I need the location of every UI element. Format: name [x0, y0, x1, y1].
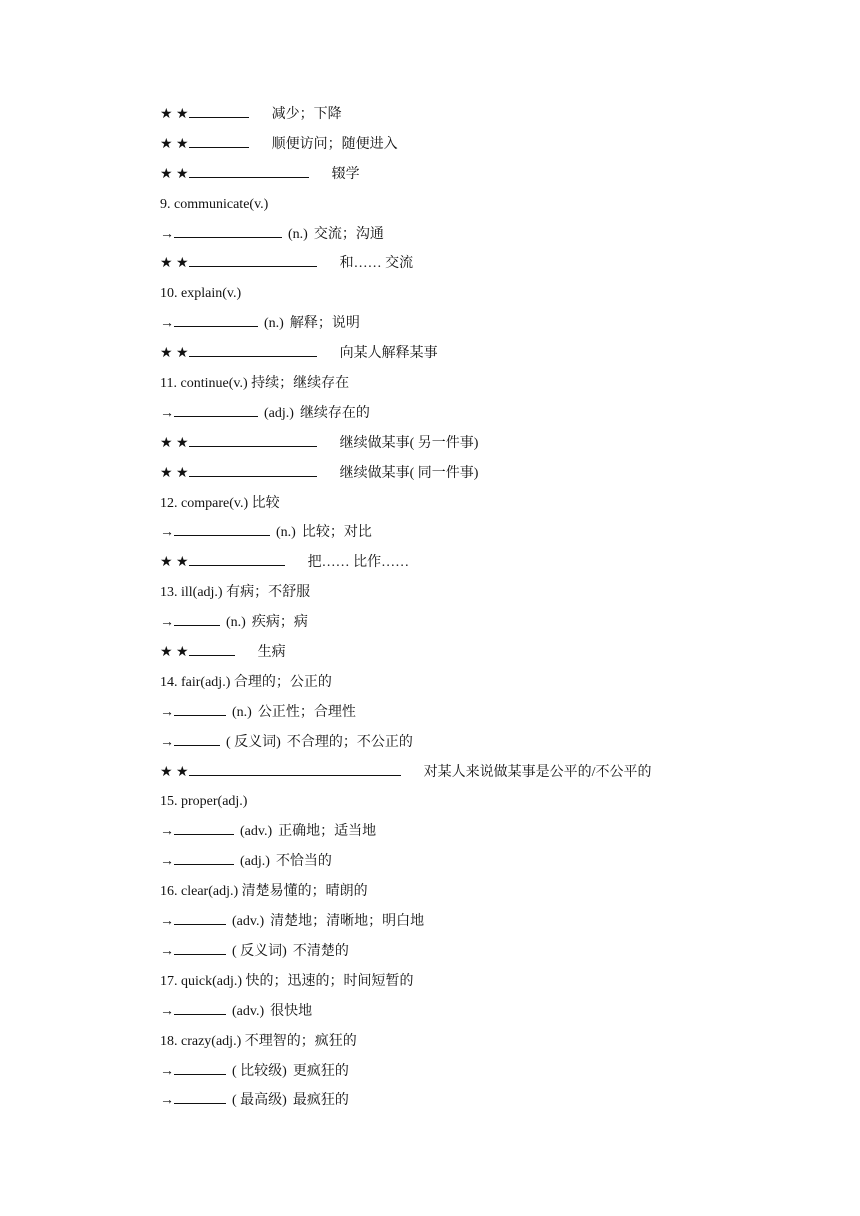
- answer-blank[interactable]: [189, 163, 309, 178]
- meaning-text: 向某人解释某事: [339, 346, 438, 362]
- meaning-text: 解释；说明: [289, 316, 360, 332]
- meaning-text: 生病: [257, 645, 286, 661]
- answer-blank[interactable]: [189, 252, 317, 267]
- part-of-speech: (n.): [232, 704, 252, 720]
- word-heading: [160, 369, 780, 399]
- meaning-text: 辍学: [331, 166, 360, 182]
- exercise-line: [160, 339, 780, 369]
- heading-text: 10. explain(v.): [160, 286, 242, 302]
- answer-blank[interactable]: [174, 820, 234, 835]
- meaning-text: 交流；沟通: [313, 226, 384, 242]
- exercise-line: [160, 1086, 780, 1116]
- meaning-text: 继续做某事( 同一件事): [339, 465, 479, 481]
- answer-blank[interactable]: [174, 611, 220, 626]
- exercise-line: [160, 698, 780, 728]
- meaning-text: 减少；下降: [271, 107, 342, 122]
- heading-text: 14. fair(adj.) 合理的；公正的: [160, 674, 332, 690]
- arrow-prefix: →: [160, 854, 174, 870]
- arrow-prefix: →: [160, 914, 174, 930]
- arrow-prefix: →: [160, 405, 174, 421]
- star-prefix: ★ ★: [160, 107, 189, 122]
- meaning-text: 疾病；病: [251, 615, 308, 631]
- part-of-speech: (adv.): [232, 1003, 265, 1019]
- star-prefix: ★ ★: [160, 764, 189, 780]
- meaning-text: 对某人来说做某事是公平的/不公平的: [423, 764, 652, 780]
- answer-blank[interactable]: [189, 641, 235, 656]
- star-prefix: ★ ★: [160, 435, 189, 451]
- part-of-speech: ( 最高级): [232, 1093, 287, 1109]
- exercise-line: [160, 518, 780, 548]
- part-of-speech: ( 反义词): [232, 943, 287, 959]
- answer-blank[interactable]: [174, 850, 234, 865]
- word-heading: [160, 489, 780, 519]
- arrow-prefix: →: [160, 1093, 174, 1109]
- word-heading: [160, 1027, 780, 1057]
- heading-text: 17. quick(adj.) 快的；迅速的；时间短暂的: [160, 973, 414, 989]
- exercise-line: [160, 309, 780, 339]
- answer-blank[interactable]: [174, 521, 270, 536]
- part-of-speech: (n.): [264, 316, 284, 332]
- meaning-text: 不清楚的: [292, 943, 349, 959]
- word-heading: [160, 668, 780, 698]
- heading-text: 18. crazy(adj.) 不理智的；疯狂的: [160, 1033, 357, 1049]
- answer-blank[interactable]: [174, 1060, 226, 1075]
- answer-blank[interactable]: [174, 312, 258, 327]
- word-heading: [160, 279, 780, 309]
- exercise-line: [160, 249, 780, 279]
- part-of-speech: (n.): [276, 525, 296, 541]
- meaning-text: 公正性；合理性: [257, 704, 356, 720]
- answer-blank[interactable]: [174, 910, 226, 925]
- star-prefix: ★ ★: [160, 256, 189, 272]
- arrow-prefix: →: [160, 1003, 174, 1019]
- word-heading: [160, 967, 780, 997]
- exercise-line: [160, 728, 780, 758]
- exercise-line: [160, 638, 780, 668]
- heading-text: 16. clear(adj.) 清楚易懂的；晴朗的: [160, 884, 368, 900]
- part-of-speech: (adj.): [240, 854, 270, 870]
- exercise-line: [160, 997, 780, 1027]
- heading-text: 13. ill(adj.) 有病；不舒服: [160, 585, 311, 601]
- exercise-line: [160, 399, 780, 429]
- arrow-prefix: →: [160, 824, 174, 840]
- exercise-line: [160, 130, 780, 160]
- answer-blank[interactable]: [174, 402, 258, 417]
- meaning-text: 最疯狂的: [292, 1093, 349, 1109]
- answer-blank[interactable]: [189, 342, 317, 357]
- answer-blank[interactable]: [189, 551, 285, 566]
- part-of-speech: (adv.): [240, 824, 273, 840]
- exercise-line: [160, 907, 780, 937]
- meaning-text: 比较；对比: [301, 525, 372, 541]
- answer-blank[interactable]: [189, 432, 317, 447]
- arrow-prefix: →: [160, 1063, 174, 1079]
- star-prefix: ★ ★: [160, 555, 189, 571]
- answer-blank[interactable]: [189, 761, 401, 776]
- word-heading: [160, 787, 780, 817]
- exercise-line: [160, 459, 780, 489]
- star-prefix: ★ ★: [160, 136, 189, 152]
- exercise-line: [160, 847, 780, 877]
- meaning-text: 继续做某事( 另一件事): [339, 435, 479, 451]
- arrow-prefix: →: [160, 704, 174, 720]
- exercise-line: [160, 160, 780, 190]
- exercise-line: [160, 758, 780, 788]
- meaning-text: 把…… 比作……: [307, 555, 410, 571]
- heading-text: 9. communicate(v.): [160, 196, 269, 212]
- heading-text: 11. continue(v.) 持续；继续存在: [160, 376, 350, 392]
- part-of-speech: (n.): [288, 226, 308, 242]
- answer-blank[interactable]: [174, 940, 226, 955]
- star-prefix: ★ ★: [160, 166, 189, 182]
- answer-blank[interactable]: [189, 462, 317, 477]
- meaning-text: 顺便访问；随便进入: [271, 136, 398, 152]
- exercise-line: [160, 220, 780, 250]
- arrow-prefix: →: [160, 734, 174, 750]
- arrow-prefix: →: [160, 226, 174, 242]
- arrow-prefix: →: [160, 316, 174, 332]
- answer-blank[interactable]: [174, 731, 220, 746]
- part-of-speech: ( 反义词): [226, 734, 281, 750]
- arrow-prefix: →: [160, 525, 174, 541]
- answer-blank[interactable]: [174, 223, 282, 238]
- exercise-line: [160, 100, 780, 130]
- exercise-line: [160, 937, 780, 967]
- meaning-text: 清楚地；清晰地；明白地: [270, 914, 425, 930]
- part-of-speech: (adv.): [232, 914, 265, 930]
- meaning-text: 很快地: [270, 1003, 313, 1019]
- meaning-text: 继续存在的: [299, 405, 370, 421]
- exercise-line: [160, 548, 780, 578]
- exercise-line: [160, 1057, 780, 1087]
- answer-blank[interactable]: [174, 701, 226, 716]
- arrow-prefix: →: [160, 943, 174, 959]
- answer-blank[interactable]: [189, 133, 249, 148]
- heading-text: 15. proper(adj.): [160, 794, 248, 810]
- star-prefix: ★ ★: [160, 346, 189, 362]
- meaning-text: 和…… 交流: [339, 256, 414, 272]
- arrow-prefix: →: [160, 615, 174, 631]
- meaning-text: 更疯狂的: [292, 1063, 349, 1079]
- meaning-text: 不合理的；不公正的: [286, 734, 413, 750]
- answer-blank[interactable]: [174, 1089, 226, 1104]
- exercise-line: [160, 429, 780, 459]
- star-prefix: ★ ★: [160, 645, 189, 661]
- word-heading: [160, 578, 780, 608]
- part-of-speech: (adj.): [264, 405, 294, 421]
- exercise-line: [160, 608, 780, 638]
- part-of-speech: (n.): [226, 615, 246, 631]
- heading-text: 12. compare(v.) 比较: [160, 495, 280, 511]
- answer-blank[interactable]: [174, 1000, 226, 1015]
- word-heading: [160, 877, 780, 907]
- meaning-text: 不恰当的: [275, 854, 332, 870]
- word-heading: [160, 190, 780, 220]
- part-of-speech: ( 比较级): [232, 1063, 287, 1079]
- star-prefix: ★ ★: [160, 465, 189, 481]
- answer-blank[interactable]: [189, 103, 249, 118]
- worksheet: [160, 100, 780, 1116]
- exercise-line: [160, 817, 780, 847]
- meaning-text: 正确地；适当地: [278, 824, 377, 840]
